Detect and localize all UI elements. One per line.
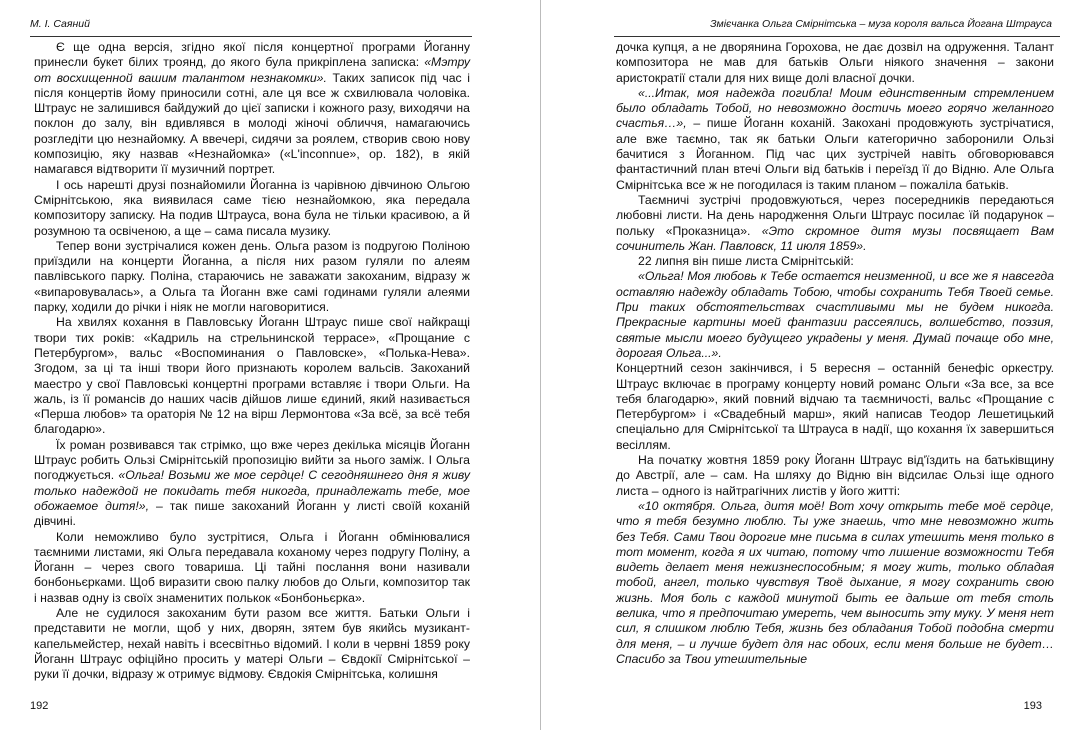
paragraph bbox=[616, 86, 1054, 193]
quoted-text: «Ольга! Возьми же мое сердце! С сегодняшнего дня я живу только надеждой не покидать тебя никогда, принадлежать тебе, мое обожаемое дитя!», bbox=[34, 468, 470, 513]
paragraph: На початку жовтня 1859 року Йоганн Штраус від'їздить на батьківщину до Австрії, але – сам. На шляху до Відню він відсилає Ользі іще одного листа – одного із найтрагічних листів у його житті: bbox=[616, 453, 1054, 498]
left-page-number: 192 bbox=[30, 700, 49, 712]
right-page-body bbox=[616, 40, 1054, 667]
left-header-rule bbox=[30, 36, 472, 37]
paragraph-text: Є ще одна версія, згідно якої після концертної програми Йоганну принесли букет білих троянд, до якого була прикріплена записка: bbox=[34, 40, 470, 70]
paragraph: Але не судилося закоханим бути разом все життя. Батьки Ольги і представити не могли, щоб у них, дворян, зятем був якийсь музикант-капельмейстер, нехай навіть і всесвітньо відомий. І коли в червні 1859 року Йоганн Штраус офіційно просить у матері Ольги – Євдокії Смірнітської – руки її дочки, відразу ж отримує відмову. Євдокія Смірнітська, колишня bbox=[34, 605, 470, 682]
right-page-number: 193 bbox=[1023, 700, 1042, 712]
paragraph: Коли неможливо було зустрітися, Ольга і Йоганн обмінювалися таємними листами, які Ольга передавала коханому через подругу Поліну, а Йоганн – через свого товариша. Ці тайні послання вони називали бонбоньєрками. Щоб виразити свою палку любов до Ольги, композитор так і назвав одну із своїх знаменитих полькок «Бонбоньєрка». bbox=[34, 529, 470, 605]
paragraph: 22 липня він пише листа Смірнітській: bbox=[638, 254, 854, 269]
paragraph bbox=[616, 193, 1054, 254]
paragraph: І ось нарешті друзі познайомили Йоганна із чарівною дівчиною Ольгою Смірнітською, яка виявилася саме тією незнайомкою, яка передала композитору записку. На подив Штрауса, вона була не тільки красивою, а й розумною та освіченою, а ще – сама писала музику. bbox=[34, 177, 470, 238]
paragraph: дочка купця, а не дворянина Горохова, не дає дозвіл на одруження. Талант композитора не мав для батьків Ольги ніякого значення – закони аристократії стали для них вище долі власної дочки. bbox=[616, 40, 1054, 85]
paragraph: На хвилях кохання в Павловську Йоганн Штраус пише свої найкращі твори тих років: «Кадриль на стрельнинской террасе», «Прощание с Петербургом», вальс «Воспоминания о Павловске», «Полька-Нева». Згодом, за ці та інші твори його признають королем вальсів. Закоханий маестро у свої Павловські концертні програми вставляє і твори Ольги. На жаль, із її романсів до наших часів дійшов лише єдиний, який називається «Перша любов» та ораторія № 12 на вірш Лермонтова «За всё, за всё тебя благодарю». bbox=[34, 315, 470, 437]
paragraph-text: Їх роман розвивався так стрімко, що вже через декілька місяців Йоганн Штраус робить Ользі Смірнітській пропозицію вийти за нього заміж. І Ольга погоджується. bbox=[34, 437, 470, 483]
paragraph-text: Таких записок під час і після концертів йому приносили сотні, але ця все ж схвилювала чоловіка. Штраус не залишився байдужий до цієї записки і кожного разу, виходячи на поклон до залу, він вдивлявся в молоді жіночі обличчя, намагаючись розгледіти цю незнайомку. А ввечері, сидячи за роялем, створив свою нову композицію, яку назвав «Незнайомка» («L'inconnue», ор. 182), в якій намагався відтворити її музичний портрет. bbox=[34, 70, 470, 177]
paragraph bbox=[34, 438, 470, 530]
quoted-text: «...Итак, моя надежда погибла! Моим единственным стремлением было обладать Тобой, но невозможно достичь моего горячо желанного счастья…», bbox=[616, 85, 1054, 131]
paragraph: «Ольга! Моя любовь к Тебе остается неизменной, и все же я навсегда оставляю надежду обладать Тобою, чтобы сохранить Тебя Твоей семье. При таких обстоятельствах счастливыми мы не будем никогда. Прекрасные картины моей фантазии рассеялись, волшебство, поэзия, святые мысли моего будущего украдены у меня. Думай почаще обо мне, дорогая Ольга...». bbox=[616, 269, 1054, 360]
left-page bbox=[0, 0, 541, 730]
paragraph-text: – пише Йоганн коханій. Закохані продовжують зустрічатися, але вже таємно, так як батьки Ольги категорично заборонили Ользі бачитися з Йоганном. Під час цих зустрічей навіть обговорювався фантастичний план втечі Ольги від батьків і переїзд її до Відню. Але Ольга Смірнітська все ж не погодилася із таким планом – пожаліла батьків. bbox=[616, 116, 1054, 192]
right-running-header: Змієчанка Ольга Смірнітська – муза короля вальса Йогана Штрауса bbox=[710, 18, 1052, 30]
right-page bbox=[542, 0, 1084, 730]
left-page-body bbox=[34, 40, 470, 682]
paragraph: Концертний сезон закінчився, і 5 вересня – останній бенефіс оркестру. Штраус включає в програму концерту новий романс Ольги «За все, за все тебя благодарю», який повний відчаю та таємничості, вальс «Прощание с Петербургом» і «Свадебный марш», який написав Теодор Лешетицький спеціально для Смірнітської та Штрауса в надії, що кохання їх завершиться весіллям. bbox=[616, 361, 1054, 452]
quoted-text: «Мэтру от восхищенной вашим талантом незнакомки». bbox=[34, 55, 470, 85]
right-header-rule bbox=[614, 36, 1060, 37]
quoted-text: «Это скромное дитя музы посвящает Вам сочинитель Жан. Павловск, 11 июля 1859». bbox=[616, 223, 1054, 253]
paragraph-text: – так пише закоханий Йоганн у листі своїй коханій дівчині. bbox=[34, 498, 470, 529]
paragraph-text: Таємничі зустрічі продовжуються, через посередників передаються любовні листи. На день народження Ольги Штраус посилає їй подарунок – польку «Проказница». bbox=[616, 192, 1054, 238]
paragraph: «10 октября. Ольга, дитя моё! Вот хочу открыть тебе моё сердце, что я тебя безумно люблю. Ты уже знаешь, что мне невозможно жить без Тебя. Сами Твои дорогие мне письма в силах утешить меня только в тот момент, когда я их читаю, потому что лишение возможности Тебя видеть делает меня нежизнеспособным; я могу жить, только обладая тобой, ангел, только чувствуя Твоё дыхание, я могу сохранить свою жизнь. Моя боль с каждой минутой быть ее дальше от тебя столь велика, что я предпочитаю умереть, чем выносить эту муку. У меня нет сил, я слишком люблю Тебя, жизнь без обладания Тобой подобна смерти для меня, – и лучше будет для нас обоих, если меня больше не будет… Спасибо за Твои утешительные bbox=[616, 498, 1054, 666]
paragraph: Тепер вони зустрічалися кожен день. Ольга разом із подругою Поліною приїздили на концерти Йоганна, а після них разом гуляли по алеям павлівського парку. Поліна, стараючись не заважати закоханим, відразу ж «випаровувалась», а Ольга та Йоганн вже самі годинами гуляли алеями парку, ходили до річки і ніяк не могли наговоритися. bbox=[34, 238, 470, 315]
paragraph bbox=[34, 40, 470, 178]
left-running-header: М. І. Саяний bbox=[30, 18, 90, 30]
